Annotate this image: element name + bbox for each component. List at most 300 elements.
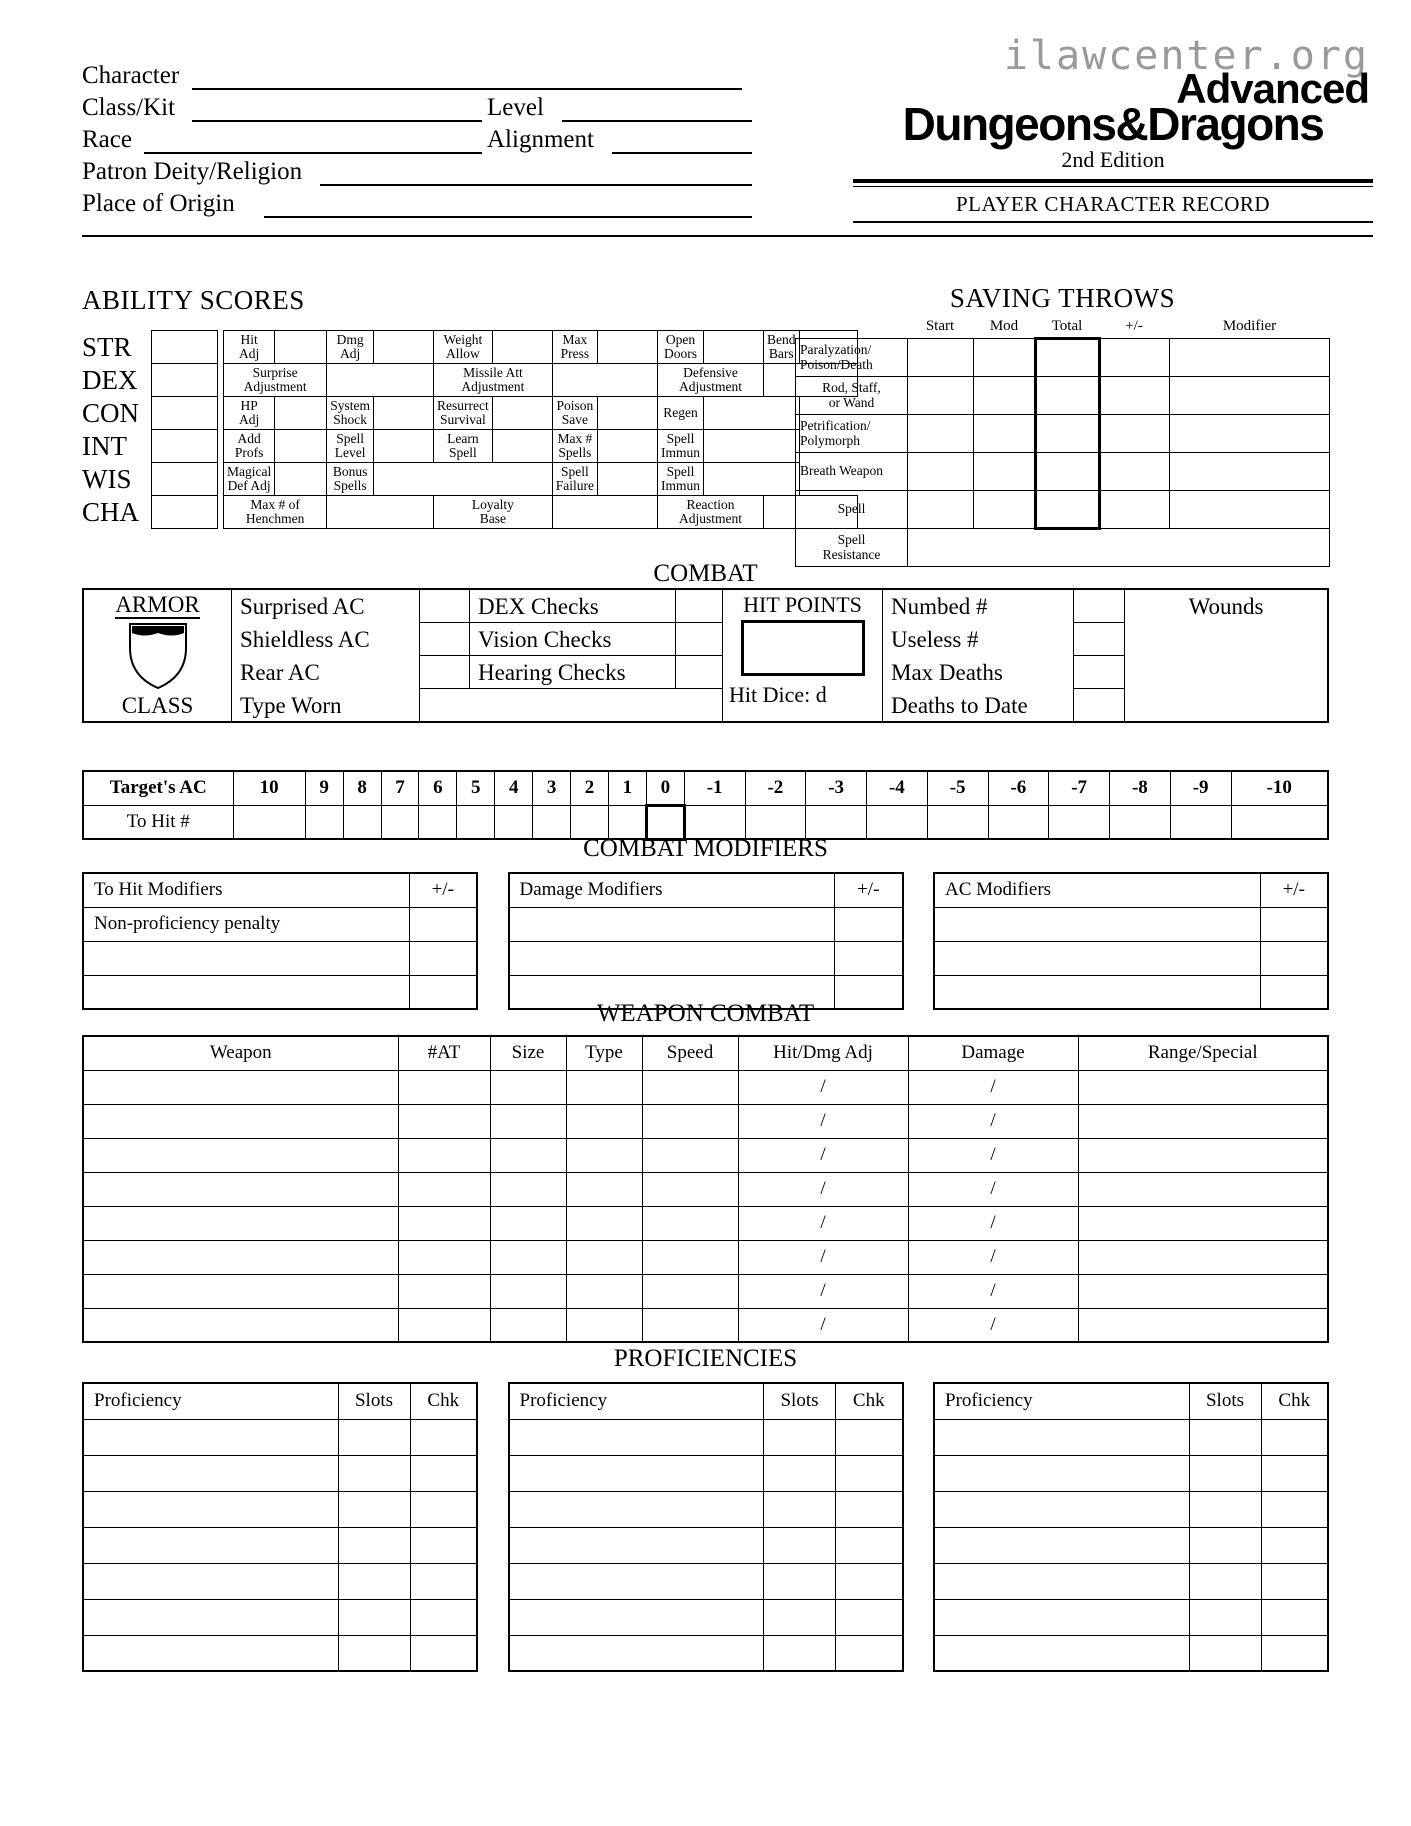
pf3-chk-6[interactable] [1261, 1599, 1328, 1635]
wc-at-7[interactable] [398, 1274, 490, 1308]
pf1-chk-4[interactable] [410, 1527, 477, 1563]
pf2-chk-4[interactable] [836, 1527, 903, 1563]
wc-type-2[interactable] [566, 1104, 642, 1138]
field-label-missile-att-adjustment: Missile Att Adjustment [434, 364, 553, 397]
st-mod-paralyzation[interactable] [974, 339, 1036, 377]
to-hit-input-minus10[interactable] [1231, 805, 1328, 839]
field-label-max-press: Max Press [552, 331, 597, 364]
wc-speed-5[interactable] [642, 1206, 738, 1240]
wc-size-3[interactable] [490, 1138, 566, 1172]
to-hit-input-minus8[interactable] [1110, 805, 1171, 839]
wc-hit-dmg-adj-7[interactable]: / [738, 1274, 908, 1308]
wc-speed-8[interactable] [642, 1308, 738, 1342]
ability-row-str [82, 331, 857, 364]
combat-title: COMBAT [653, 560, 758, 587]
pf2-chk-2[interactable] [836, 1455, 903, 1491]
identity-block [82, 62, 852, 222]
wc-type-6[interactable] [566, 1240, 642, 1274]
wc-speed-3[interactable] [642, 1138, 738, 1172]
class-kit-input-line[interactable] [192, 120, 482, 122]
field-input-hit-adj[interactable] [275, 331, 327, 364]
st-pm-rod[interactable] [1100, 377, 1170, 415]
wc-range-8[interactable] [1078, 1308, 1328, 1342]
proficiencies-table-2 [508, 1382, 904, 1672]
pf3-name-5[interactable] [934, 1563, 1189, 1599]
st-label-spell-resistance: Spell Resistance [796, 529, 908, 567]
pf3-name-7[interactable] [934, 1635, 1189, 1671]
wc-damage-1[interactable]: / [908, 1070, 1078, 1104]
wc-at-1[interactable] [398, 1070, 490, 1104]
field-input-magical-def-adj[interactable] [275, 463, 327, 496]
check-input-dex[interactable] [675, 590, 722, 623]
ability-score-input-con[interactable] [152, 397, 218, 430]
list-item [509, 1527, 903, 1563]
patron-input-line[interactable] [320, 184, 752, 186]
wc-hit-dmg-adj-1[interactable]: / [738, 1070, 908, 1104]
pf1-name-5[interactable] [83, 1563, 338, 1599]
death-input-max-deaths[interactable] [1074, 656, 1124, 689]
pf3-slots-2[interactable] [1189, 1455, 1261, 1491]
pf1-name-7[interactable] [83, 1635, 338, 1671]
saving-throws-column-headers [795, 318, 1330, 335]
pf3-chk-3[interactable] [1261, 1491, 1328, 1527]
field-input-max-press[interactable] [598, 331, 658, 364]
st-total-petrification[interactable] [1036, 415, 1100, 453]
pf2-slots-2[interactable] [764, 1455, 836, 1491]
wc-size-8[interactable] [490, 1308, 566, 1342]
wc-at-3[interactable] [398, 1138, 490, 1172]
wc-damage-7[interactable]: / [908, 1274, 1078, 1308]
pf1-name-2[interactable] [83, 1455, 338, 1491]
wc-damage-3[interactable]: / [908, 1138, 1078, 1172]
wc-range-3[interactable] [1078, 1138, 1328, 1172]
wc-size-2[interactable] [490, 1104, 566, 1138]
wc-range-2[interactable] [1078, 1104, 1328, 1138]
ability-score-input-cha[interactable] [152, 496, 218, 529]
st-total-rod[interactable] [1036, 377, 1100, 415]
origin-input-line[interactable] [264, 216, 752, 218]
field-input-bonus-spells[interactable] [374, 463, 553, 496]
ampersand-icon: & [1115, 97, 1148, 150]
pf1-slots-4[interactable] [338, 1527, 410, 1563]
target-ac-value-minus5: -5 [927, 771, 988, 805]
st-total-spell[interactable] [1036, 491, 1100, 529]
pf1-chk-1[interactable] [410, 1419, 477, 1455]
pf3-chk-7[interactable] [1261, 1635, 1328, 1671]
to-hit-modifiers-row-1 [83, 907, 477, 941]
pf3-chk-2[interactable] [1261, 1455, 1328, 1491]
wc-speed-2[interactable] [642, 1104, 738, 1138]
death-value-boxes [1073, 590, 1125, 721]
pf1-slots-5[interactable] [338, 1563, 410, 1599]
wc-weapon-5[interactable] [83, 1206, 398, 1240]
ability-score-input-wis[interactable] [152, 463, 218, 496]
to-hit-modifier-name-2[interactable] [83, 941, 409, 975]
field-input-regen[interactable] [704, 397, 800, 430]
pf2-name-5[interactable] [509, 1563, 764, 1599]
to-hit-input-minus5[interactable] [927, 805, 988, 839]
field-input-loyalty-base[interactable] [552, 496, 657, 529]
ac-input-rear[interactable] [420, 656, 470, 689]
wc-weapon-4[interactable] [83, 1172, 398, 1206]
st-mod-spell[interactable] [974, 491, 1036, 529]
st-modifier-spell[interactable] [1170, 491, 1330, 529]
wc-hit-dmg-adj-8[interactable]: / [738, 1308, 908, 1342]
pf1-slots-2[interactable] [338, 1455, 410, 1491]
damage-modifier-name-2[interactable] [509, 941, 835, 975]
to-hit-modifier-value-2[interactable] [409, 941, 477, 975]
wc-range-6[interactable] [1078, 1240, 1328, 1274]
field-input-learn-spell[interactable] [492, 430, 552, 463]
weapon-row [83, 1104, 1328, 1138]
pf3-slots-7[interactable] [1189, 1635, 1261, 1671]
pf3-slots-1[interactable] [1189, 1419, 1261, 1455]
ability-row-con [82, 397, 857, 430]
wc-speed-7[interactable] [642, 1274, 738, 1308]
wc-damage-8[interactable]: / [908, 1308, 1078, 1342]
damage-modifiers-row-2 [509, 941, 903, 975]
wc-weapon-7[interactable] [83, 1274, 398, 1308]
death-row-deaths-to-date: Deaths to Date [891, 693, 1028, 718]
pf1-name-4[interactable] [83, 1527, 338, 1563]
hit-points-input[interactable] [741, 620, 865, 676]
to-hit-input-minus7[interactable] [1049, 805, 1110, 839]
st-total-paralyzation[interactable] [1036, 339, 1100, 377]
pf3-slots-5[interactable] [1189, 1563, 1261, 1599]
to-hit-input-minus9[interactable] [1170, 805, 1231, 839]
field-input-resurrect-survival[interactable] [492, 397, 552, 430]
pf2-name-7[interactable] [509, 1635, 764, 1671]
field-input-add-profs[interactable] [275, 430, 327, 463]
weapon-row [83, 1240, 1328, 1274]
to-hit-input-0[interactable] [646, 805, 684, 839]
pf2-name-1[interactable] [509, 1419, 764, 1455]
ac-modifier-name-1[interactable] [934, 907, 1260, 941]
target-ac-block [82, 770, 1329, 841]
wc-hit-dmg-adj-4[interactable]: / [738, 1172, 908, 1206]
target-ac-value-minus2: -2 [745, 771, 806, 805]
pf3-slots-6[interactable] [1189, 1599, 1261, 1635]
check-input-blank[interactable] [675, 689, 722, 721]
list-item [83, 1527, 477, 1563]
st-modifier-petrification[interactable] [1170, 415, 1330, 453]
field-input-hp-adj[interactable] [275, 397, 327, 430]
pf1-chk-5[interactable] [410, 1563, 477, 1599]
ac-modifiers-row-2 [934, 941, 1328, 975]
field-input-system-shock[interactable] [374, 397, 434, 430]
pf3-slots-4[interactable] [1189, 1527, 1261, 1563]
ac-modifier-name-2[interactable] [934, 941, 1260, 975]
damage-modifiers-header [509, 873, 903, 907]
ac-modifiers-header-label: AC Modifiers [934, 873, 1260, 907]
pf1-name-6[interactable] [83, 1599, 338, 1635]
st-pm-breath[interactable] [1100, 453, 1170, 491]
st-start-breath[interactable] [908, 453, 974, 491]
pf3-name-1[interactable] [934, 1419, 1189, 1455]
wc-hit-dmg-adj-2[interactable]: / [738, 1104, 908, 1138]
field-input-missile-att-adjustment[interactable] [552, 364, 657, 397]
target-ac-header-row [83, 771, 1328, 805]
damage-modifier-name-1[interactable] [509, 907, 835, 941]
wc-weapon-6[interactable] [83, 1240, 398, 1274]
pf3-chk-5[interactable] [1261, 1563, 1328, 1599]
target-ac-value-minus3: -3 [806, 771, 867, 805]
wc-hit-dmg-adj-6[interactable]: / [738, 1240, 908, 1274]
pf1-name-3[interactable] [83, 1491, 338, 1527]
wc-range-1[interactable] [1078, 1070, 1328, 1104]
brand-advanced: Advanced [1176, 65, 1369, 112]
damage-modifier-value-1[interactable] [835, 907, 903, 941]
st-start-paralyzation[interactable] [908, 339, 974, 377]
checks-value-boxes [675, 590, 723, 721]
to-hit-input-7[interactable] [381, 805, 419, 839]
wc-speed-1[interactable] [642, 1070, 738, 1104]
ac-modifier-value-2[interactable] [1260, 941, 1328, 975]
pf1-slots-1[interactable] [338, 1419, 410, 1455]
checks-blank-area[interactable] [470, 689, 675, 721]
to-hit-row-label: To Hit # [83, 805, 233, 839]
field-input-dmg-adj[interactable] [374, 331, 434, 364]
ability-row-dex [82, 364, 857, 397]
field-input-surprise-adjustment[interactable] [327, 364, 434, 397]
wc-at-2[interactable] [398, 1104, 490, 1138]
to-hit-modifier-value-1[interactable] [409, 907, 477, 941]
field-input-spell-level[interactable] [374, 430, 434, 463]
wc-speed-6[interactable] [642, 1240, 738, 1274]
wc-weapon-1[interactable] [83, 1070, 398, 1104]
pf2-name-2[interactable] [509, 1455, 764, 1491]
wc-damage-4[interactable]: / [908, 1172, 1078, 1206]
wc-size-6[interactable] [490, 1240, 566, 1274]
pf3-chk-1[interactable] [1261, 1419, 1328, 1455]
patron-label: Patron Deity/Religion [82, 158, 303, 185]
field-input-open-doors[interactable] [704, 331, 764, 364]
pf1-chk-7[interactable] [410, 1635, 477, 1671]
character-input-line[interactable] [192, 88, 742, 90]
pf1-name-1[interactable] [83, 1419, 338, 1455]
death-rows-group [883, 590, 1073, 721]
field-input-spell-immun-wis[interactable] [704, 463, 800, 496]
to-hit-input-10[interactable] [233, 805, 305, 839]
field-input-max-henchmen[interactable] [327, 496, 434, 529]
to-hit-input-9[interactable] [305, 805, 343, 839]
wounds-group[interactable] [1125, 590, 1327, 721]
to-hit-input-minus6[interactable] [988, 805, 1049, 839]
wc-type-5[interactable] [566, 1206, 642, 1240]
ac-input-type-worn-spacer[interactable] [420, 689, 470, 721]
saving-throw-row-paralyzation [796, 339, 1330, 377]
death-input-numbed[interactable] [1074, 590, 1124, 623]
st-pm-spell[interactable] [1100, 491, 1170, 529]
ability-label-int: INT [82, 430, 127, 461]
pf2-slots-5[interactable] [764, 1563, 836, 1599]
wc-size-7[interactable] [490, 1274, 566, 1308]
weapon-row [83, 1206, 1328, 1240]
st-col-mod: Mod [989, 318, 1019, 334]
wc-hit-dmg-adj-3[interactable]: / [738, 1138, 908, 1172]
pf3-name-2[interactable] [934, 1455, 1189, 1491]
pf2-slots-4[interactable] [764, 1527, 836, 1563]
st-pm-petrification[interactable] [1100, 415, 1170, 453]
pf3-name-6[interactable] [934, 1599, 1189, 1635]
pf2-slots-3[interactable] [764, 1491, 836, 1527]
level-input-line[interactable] [562, 120, 752, 122]
wc-speed-4[interactable] [642, 1172, 738, 1206]
pf3-name-4[interactable] [934, 1527, 1189, 1563]
wc-range-4[interactable] [1078, 1172, 1328, 1206]
death-input-deaths-to-date[interactable] [1074, 689, 1124, 721]
pf2-chk-1[interactable] [836, 1419, 903, 1455]
to-hit-input-4[interactable] [495, 805, 533, 839]
to-hit-input-1[interactable] [608, 805, 646, 839]
to-hit-input-6[interactable] [419, 805, 457, 839]
pf1-col-chk: Chk [410, 1383, 477, 1419]
st-start-petrification[interactable] [908, 415, 974, 453]
pf2-name-3[interactable] [509, 1491, 764, 1527]
wc-type-7[interactable] [566, 1274, 642, 1308]
pf1-slots-3[interactable] [338, 1491, 410, 1527]
wc-type-3[interactable] [566, 1138, 642, 1172]
field-input-spell-failure[interactable] [598, 463, 658, 496]
pf2-slots-1[interactable] [764, 1419, 836, 1455]
st-mod-breath[interactable] [974, 453, 1036, 491]
pf1-chk-2[interactable] [410, 1455, 477, 1491]
to-hit-modifier-name-1[interactable]: Non-proficiency penalty [83, 907, 409, 941]
field-input-weight-allow[interactable] [492, 331, 552, 364]
ability-score-input-int[interactable] [152, 430, 218, 463]
player-character-record-title: PLAYER CHARACTER RECORD [955, 191, 1271, 216]
to-hit-input-5[interactable] [457, 805, 495, 839]
st-mod-rod[interactable] [974, 377, 1036, 415]
pf3-chk-4[interactable] [1261, 1527, 1328, 1563]
checks-group [470, 590, 675, 721]
field-input-max-spells[interactable] [598, 430, 658, 463]
field-input-poison-save[interactable] [598, 397, 658, 430]
wc-size-1[interactable] [490, 1070, 566, 1104]
wc-damage-6[interactable]: / [908, 1240, 1078, 1274]
to-hit-input-8[interactable] [343, 805, 381, 839]
damage-modifier-value-2[interactable] [835, 941, 903, 975]
pf2-slots-7[interactable] [764, 1635, 836, 1671]
pf2-chk-6[interactable] [836, 1599, 903, 1635]
wc-range-5[interactable] [1078, 1206, 1328, 1240]
wc-size-4[interactable] [490, 1172, 566, 1206]
pf2-chk-5[interactable] [836, 1563, 903, 1599]
st-modifier-rod[interactable] [1170, 377, 1330, 415]
list-item [509, 1419, 903, 1455]
wc-type-8[interactable] [566, 1308, 642, 1342]
wc-type-1[interactable] [566, 1070, 642, 1104]
pf2-name-6[interactable] [509, 1599, 764, 1635]
to-hit-input-minus4[interactable] [867, 805, 928, 839]
pf2-chk-7[interactable] [836, 1635, 903, 1671]
wc-type-4[interactable] [566, 1172, 642, 1206]
wc-at-5[interactable] [398, 1206, 490, 1240]
field-label-max-spells: Max # Spells [552, 430, 597, 463]
pf2-name-4[interactable] [509, 1527, 764, 1563]
st-start-rod[interactable] [908, 377, 974, 415]
target-ac-value-10: 10 [233, 771, 305, 805]
ability-score-input-str[interactable] [152, 331, 218, 364]
wc-damage-2[interactable]: / [908, 1104, 1078, 1138]
alignment-input-line[interactable] [612, 152, 752, 154]
wc-at-8[interactable] [398, 1308, 490, 1342]
pf3-name-3[interactable] [934, 1491, 1189, 1527]
ability-label-wis: WIS [82, 463, 132, 494]
st-modifier-paralyzation[interactable] [1170, 339, 1330, 377]
pf3-slots-3[interactable] [1189, 1491, 1261, 1527]
combat-box [82, 588, 1329, 723]
st-col-start: Start [925, 318, 955, 334]
wc-weapon-3[interactable] [83, 1138, 398, 1172]
ac-row-surprised: Surprised AC [240, 593, 365, 619]
st-mod-petrification[interactable] [974, 415, 1036, 453]
proficiencies-table-1 [82, 1382, 478, 1672]
st-pm-paralyzation[interactable] [1100, 339, 1170, 377]
target-ac-row-label: Target's AC [83, 771, 233, 805]
race-input-line[interactable] [144, 152, 482, 154]
field-label-regen: Regen [658, 397, 704, 430]
st-total-breath[interactable] [1036, 453, 1100, 491]
ac-input-surprised[interactable] [420, 590, 470, 623]
level-label: Level [487, 94, 544, 121]
ability-row-cha [82, 496, 857, 529]
wc-weapon-8[interactable] [83, 1308, 398, 1342]
brand-block [853, 33, 1373, 223]
field-label-defensive-adjustment: Defensive Adjustment [658, 364, 764, 397]
pf2-col-chk: Chk [836, 1383, 903, 1419]
wc-size-5[interactable] [490, 1206, 566, 1240]
field-label-weight-allow: Weight Allow [434, 331, 493, 364]
weapon-row [83, 1308, 1328, 1342]
field-input-spell-immun-int[interactable] [704, 430, 800, 463]
ac-input-shieldless[interactable] [420, 623, 470, 656]
pf1-slots-7[interactable] [338, 1635, 410, 1671]
pf1-chk-3[interactable] [410, 1491, 477, 1527]
identity-row-character [82, 62, 852, 94]
check-input-hearing[interactable] [675, 656, 722, 689]
wc-at-4[interactable] [398, 1172, 490, 1206]
to-hit-input-3[interactable] [533, 805, 571, 839]
to-hit-input-minus2[interactable] [745, 805, 806, 839]
wc-hit-dmg-adj-5[interactable]: / [738, 1206, 908, 1240]
pf1-slots-6[interactable] [338, 1599, 410, 1635]
check-row-hearing: Hearing Checks [470, 656, 675, 689]
wc-col-range-special: Range/Special [1078, 1036, 1328, 1070]
wc-weapon-2[interactable] [83, 1104, 398, 1138]
ability-score-input-dex[interactable] [152, 364, 218, 397]
to-hit-input-minus1[interactable] [684, 805, 745, 839]
wc-damage-5[interactable]: / [908, 1206, 1078, 1240]
to-hit-input-2[interactable] [571, 805, 609, 839]
ability-grid [82, 330, 858, 529]
ac-modifier-value-1[interactable] [1260, 907, 1328, 941]
pf1-chk-6[interactable] [410, 1599, 477, 1635]
target-ac-value-8: 8 [343, 771, 381, 805]
field-label-learn-spell: Learn Spell [434, 430, 493, 463]
st-modifier-breath[interactable] [1170, 453, 1330, 491]
to-hit-input-minus3[interactable] [806, 805, 867, 839]
wc-range-7[interactable] [1078, 1274, 1328, 1308]
st-start-spell[interactable] [908, 491, 974, 529]
pf2-chk-3[interactable] [836, 1491, 903, 1527]
target-ac-value-minus10: -10 [1231, 771, 1328, 805]
death-input-useless[interactable] [1074, 623, 1124, 656]
proficiency-header-row [83, 1383, 477, 1419]
wc-at-6[interactable] [398, 1240, 490, 1274]
check-input-vision[interactable] [675, 623, 722, 656]
pf2-slots-6[interactable] [764, 1599, 836, 1635]
